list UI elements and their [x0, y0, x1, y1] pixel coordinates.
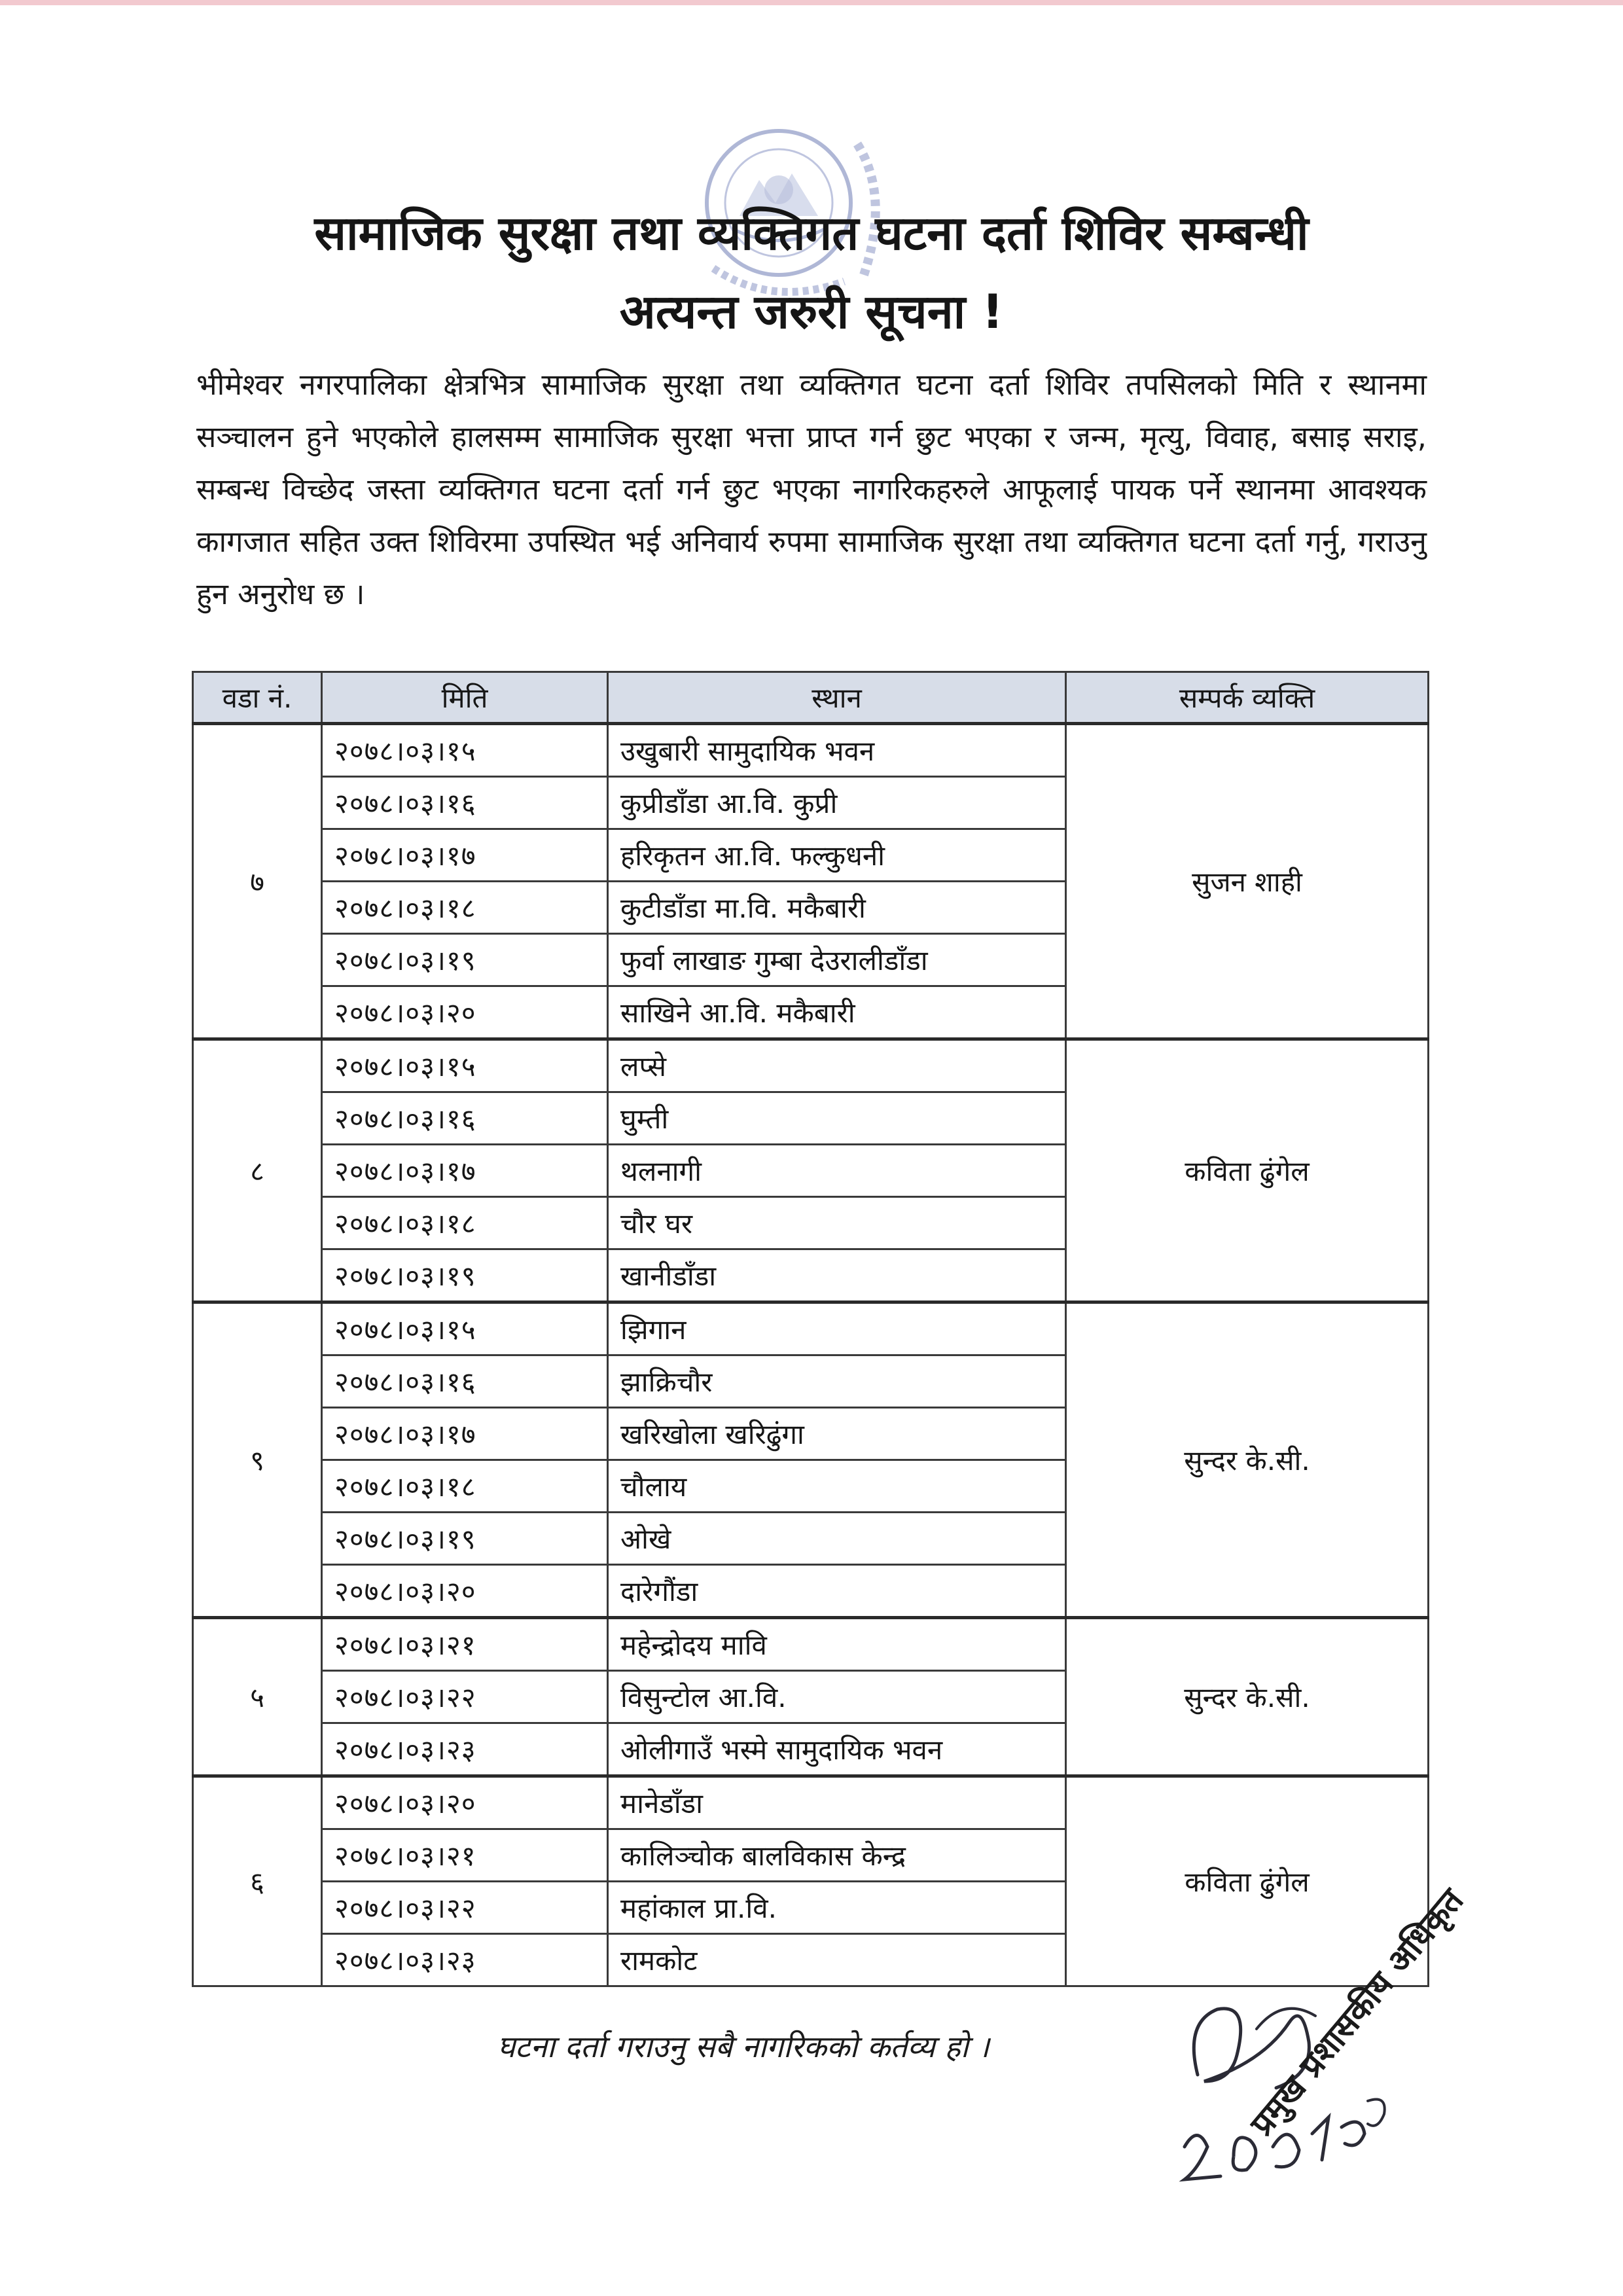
ward-group	[193, 724, 1429, 1039]
camp-date: २०७८।०३।२१	[322, 1829, 608, 1882]
camp-place: विसुन्टोल आ.वि.	[608, 1671, 1066, 1723]
camp-place: चौर घर	[608, 1197, 1066, 1249]
camp-date: २०७८।०३।२३	[322, 1934, 608, 1986]
ward-number: ९	[193, 1302, 322, 1618]
camp-date: २०७८।०३।२३	[322, 1723, 608, 1776]
table-row	[193, 1776, 1429, 1829]
camp-date: २०७८।०३।१९	[322, 1249, 608, 1302]
notice-intro-paragraph: भीमेश्वर नगरपालिका क्षेत्रभित्र सामाजिक सुरक्षा तथा व्यक्तिगत घटना दर्ता शिविर तपसिलको मिति र स्थानमा सञ्चालन हुने भएकोले हालसम्म सामाजिक सुरक्षा भत्ता प्राप्त गर्न छुट भएका र जन्म, मृत्यु, विवाह, बसाइ सराइ, सम्बन्ध विच्छेद जस्ता व्यक्तिगत घटना दर्ता गर्न छुट भएका नागरिकहरुले आफूलाई पायक पर्ने स्थानमा आवश्यक कागजात सहित उक्त शिविरमा उपस्थित भई अनिवार्य रुपमा सामाजिक सुरक्षा तथा व्यक्तिगत घटना दर्ता गर्नु, गराउनु हुन अनुरोध छ ।	[196, 367, 1427, 611]
camp-date: २०७८।०३।१६	[322, 777, 608, 829]
schedule-table-header	[193, 672, 1429, 724]
camp-place: कुटीडाँडा मा.वि. मकैबारी	[608, 882, 1066, 934]
officer-title: प्रमुख प्रशासकीय अधिकृत	[1243, 1881, 1471, 2143]
camp-date: २०७८।०३।२०	[322, 1565, 608, 1618]
camp-place: उखुबारी सामुदायिक भवन	[608, 724, 1066, 777]
header-contact: सम्पर्क व्यक्ति	[1066, 672, 1429, 724]
notice-title-line-1: सामाजिक सुरक्षा तथा व्यक्तिगत घटना दर्ता शिविर सम्बन्धी	[314, 206, 1309, 260]
camp-date: २०७८।०३।१८	[322, 1460, 608, 1513]
camp-place: फुर्वा लाखाङ गुम्बा देउरालीडाँडा	[608, 934, 1066, 986]
camp-place: महेन्द्रोदय मावि	[608, 1618, 1066, 1671]
camp-place: थलनागी	[608, 1145, 1066, 1197]
signature-icon	[1158, 1983, 1433, 2271]
camp-place: खानीडाँडा	[608, 1249, 1066, 1302]
ward-group	[193, 1618, 1429, 1776]
camp-place: साखिने आ.वि. मकैबारी	[608, 986, 1066, 1039]
camp-place: लप्से	[608, 1039, 1066, 1092]
camp-date: २०७८।०३।१७	[322, 829, 608, 882]
ward-number: ७	[193, 724, 322, 1039]
camp-date: २०७८।०३।१५	[322, 1039, 608, 1092]
camp-place: ओलीगाउँ भस्मे सामुदायिक भवन	[608, 1723, 1066, 1776]
camp-date: २०७८।०३।१६	[322, 1092, 608, 1145]
contact-person: कविता ढुंगेल	[1066, 1039, 1429, 1302]
camp-place: कुप्रीडाँडा आ.वि. कुप्री	[608, 777, 1066, 829]
header-place: स्थान	[608, 672, 1066, 724]
camp-date: २०७८।०३।१७	[322, 1145, 608, 1197]
camp-date: २०७८।०३।२०	[322, 986, 608, 1039]
table-row	[193, 1302, 1429, 1355]
footer-note: घटना दर्ता गराउनु सबै नागरिकको कर्तव्य हो ।	[497, 2029, 990, 2064]
camp-date: २०७८।०३।१६	[322, 1355, 608, 1408]
camp-date: २०७८।०३।१९	[322, 1513, 608, 1565]
camp-date: २०७८।०३।२२	[322, 1882, 608, 1934]
camp-date: २०७८।०३।१९	[322, 934, 608, 986]
camp-date: २०७८।०३।२२	[322, 1671, 608, 1723]
ward-number: ८	[193, 1039, 322, 1302]
contact-person: कविता ढुंगेल	[1066, 1776, 1429, 1986]
table-row	[193, 724, 1429, 777]
header-row	[193, 672, 1429, 724]
camp-place: हरिकृतन आ.वि. फल्कुधनी	[608, 829, 1066, 882]
ward-number: ६	[193, 1776, 322, 1986]
camp-place: दारेगौंडा	[608, 1565, 1066, 1618]
contact-person: सुन्दर के.सी.	[1066, 1618, 1429, 1776]
camp-place: महांकाल प्रा.वि.	[608, 1882, 1066, 1934]
table-row	[193, 1618, 1429, 1671]
camp-place: घुम्ती	[608, 1092, 1066, 1145]
camp-date: २०७८।०३।२१	[322, 1618, 608, 1671]
camp-place: खरिखोला खरिढुंगा	[608, 1408, 1066, 1460]
camp-date: २०७८।०३।१८	[322, 882, 608, 934]
camp-place: रामकोट	[608, 1934, 1066, 1986]
camp-place: मानेडाँडा	[608, 1776, 1066, 1829]
camp-place: झाक्रिचौर	[608, 1355, 1066, 1408]
camp-place: कालिञ्चोक बालविकास केन्द्र	[608, 1829, 1066, 1882]
camp-place: ओखे	[608, 1513, 1066, 1565]
ward-group	[193, 1776, 1429, 1986]
camp-date: २०७८।०३।१८	[322, 1197, 608, 1249]
camp-schedule-table	[192, 671, 1429, 1987]
page-top-edge	[0, 0, 1623, 5]
ward-group	[193, 1039, 1429, 1302]
ward-group	[193, 1302, 1429, 1618]
table-row	[193, 1039, 1429, 1092]
header-date: मिति	[322, 672, 608, 724]
contact-person: सुजन शाही	[1066, 724, 1429, 1039]
camp-date: २०७८।०३।१५	[322, 1302, 608, 1355]
ward-number: ५	[193, 1618, 322, 1776]
contact-person: सुन्दर के.सी.	[1066, 1302, 1429, 1618]
header-ward: वडा नं.	[193, 672, 322, 724]
camp-date: २०७८।०३।१७	[322, 1408, 608, 1460]
notice-title-line-2: अत्यन्त जरुरी सूचना !	[619, 284, 1004, 339]
camp-date: २०७८।०३।१५	[322, 724, 608, 777]
camp-date: २०७८।०३।२०	[322, 1776, 608, 1829]
camp-place: झिगान	[608, 1302, 1066, 1355]
camp-place: चौलाय	[608, 1460, 1066, 1513]
